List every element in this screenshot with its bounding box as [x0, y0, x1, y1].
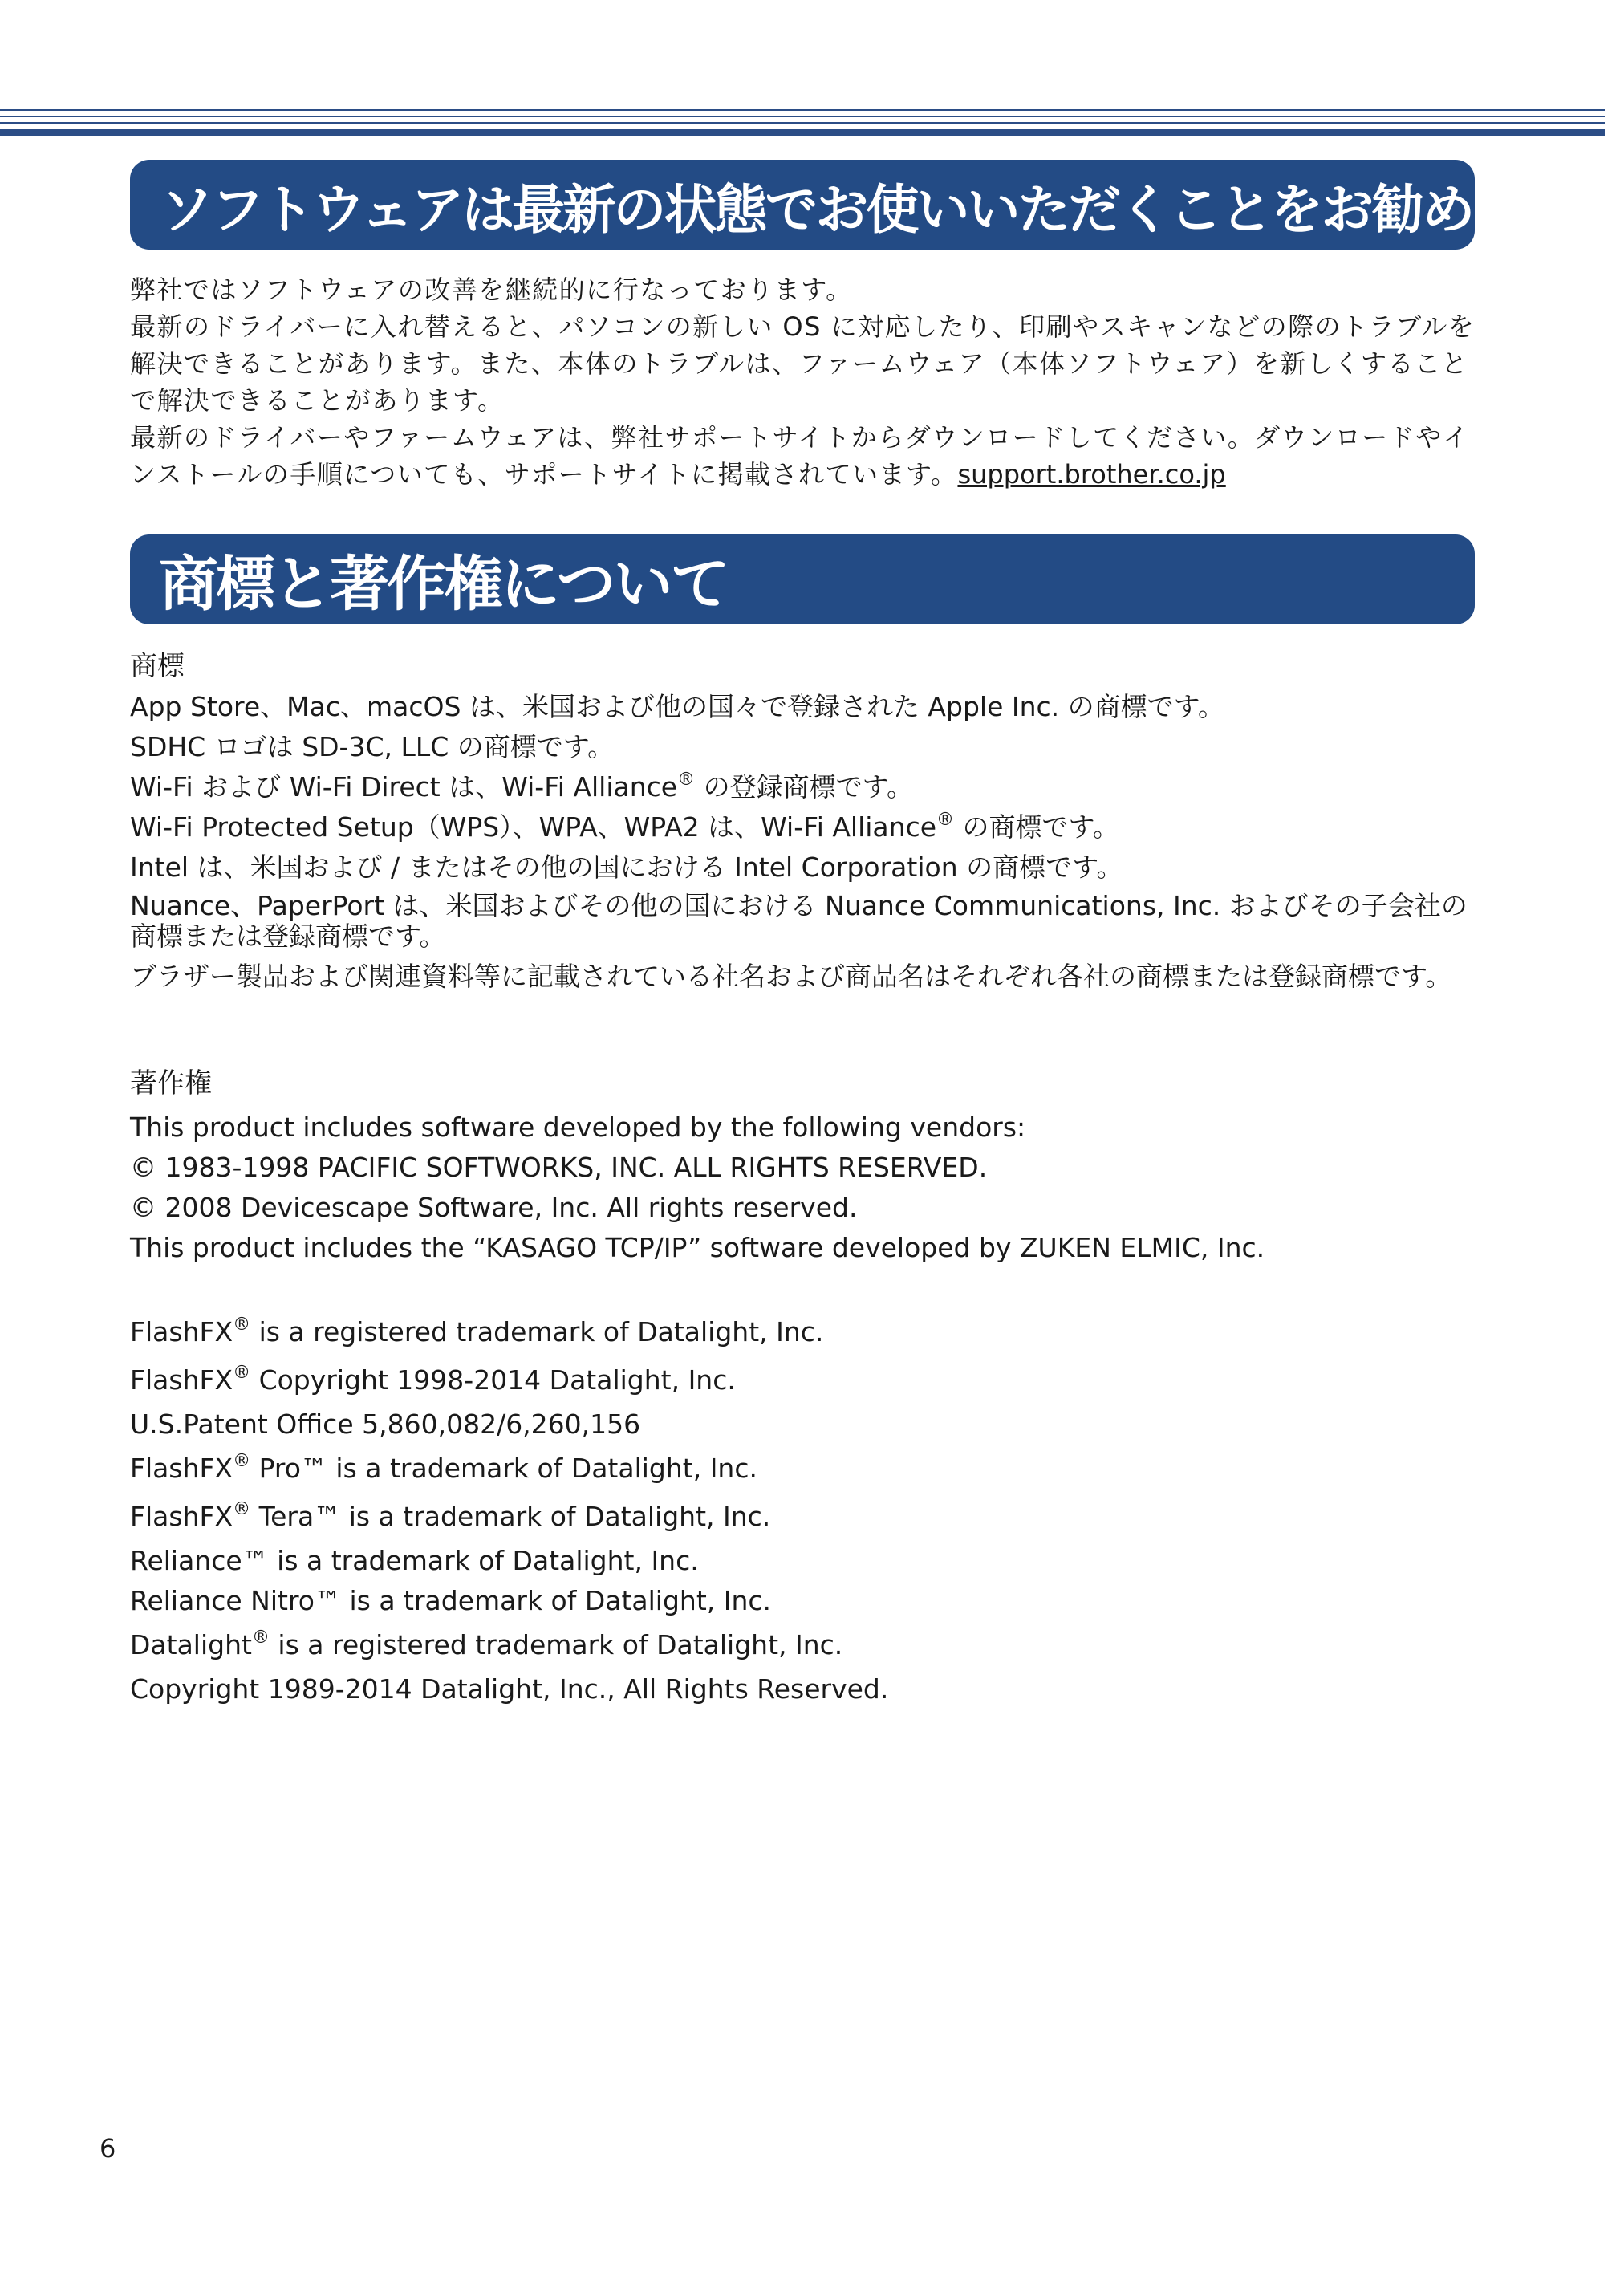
- registered-symbol: ®: [677, 770, 696, 790]
- copyright-line: [130, 1493, 1483, 1541]
- section-title-trademarks: 商標と著作権について: [159, 550, 728, 619]
- copyright-line: © 1983-1998 PACIFIC SOFTWORKS, INC. ALL RIGHTS RESERVED.: [130, 1152, 988, 1183]
- copyright-text: Pro™ is a trademark of Datalight, Inc.: [250, 1453, 757, 1484]
- copyright-text: is a registered trademark of Datalight, Inc.: [269, 1629, 843, 1660]
- section-title-software: ソフトウェアは最新の状態でお使いいただくことをお勧めします: [160, 178, 1624, 241]
- product-name: Datalight: [130, 1629, 252, 1660]
- section-banner-trademarks: [130, 534, 1475, 624]
- copyright-line: [130, 1356, 1483, 1404]
- copyright-line: This product includes the “KASAGO TCP/IP” software developed by ZUKEN ELMIC, Inc.: [130, 1232, 1265, 1263]
- copyright-text: Tera™ is a trademark of Datalight, Inc.: [250, 1501, 771, 1532]
- trademark-apple: App Store、Mac、macOS は、米国および他の国々で登録された Apple Inc. の商標です。: [130, 691, 1224, 722]
- copyright-line: [130, 1621, 1483, 1669]
- copyright-text: Copyright 1998-2014 Datalight, Inc.: [250, 1364, 736, 1396]
- copyright-line: [130, 1445, 1483, 1493]
- copyright-line: Reliance™ is a trademark of Datalight, Inc.: [130, 1545, 699, 1576]
- product-name: FlashFX: [130, 1501, 233, 1532]
- registered-symbol: ®: [233, 1451, 251, 1471]
- trademark-nuance: Nuance、PaperPort は、米国およびその他の国における Nuance Communications, Inc. およびその子会社の商標または登録商標です。: [130, 890, 1468, 952]
- copyright-line: Reliance Nitro™ is a trademark of Datalight, Inc.: [130, 1585, 772, 1616]
- header-rule: [0, 122, 1605, 124]
- intro-paragraph: 弊社ではソフトウェアの改善を継続的に行なっております。: [130, 274, 853, 305]
- product-name: FlashFX: [130, 1364, 233, 1396]
- trademarks-list: [130, 690, 1483, 1002]
- copyright-text: is a registered trademark of Datalight, Inc.: [250, 1316, 824, 1347]
- section-banner-software: [130, 160, 1624, 250]
- support-site-link[interactable]: support.brother.co.jp: [957, 459, 1226, 490]
- trademark-wifi-direct: [130, 770, 1483, 804]
- registered-symbol: ®: [233, 1363, 251, 1383]
- trademarks-heading: 商標: [130, 650, 185, 682]
- header-rule: [0, 129, 1605, 136]
- trademark-text: Wi-Fi および Wi-Fi Direct は、Wi-Fi Alliance: [130, 771, 678, 803]
- copyright-line: U.S.Patent Office 5,860,082/6,260,156: [130, 1408, 641, 1440]
- trademark-text: Wi-Fi Protected Setup（WPS）、WPA、WPA2 は、Wi-Fi Alliance: [130, 811, 937, 843]
- header-rule: [0, 109, 1605, 111]
- copyright-heading: 著作権: [130, 1067, 212, 1099]
- intro-paragraph: 最新のドライバーに入れ替えると、パソコンの新しい OS に対応したり、印刷やスキャンなどの際のトラブルを解決できることがあります。また、本体のトラブルは、ファームウェア（本体ソフトウェア）を新しくすることで解決できることがあります。: [130, 311, 1476, 416]
- registered-symbol: ®: [233, 1315, 251, 1335]
- intro-text: 最新のドライバーやファームウェアは、弊社サポートサイトからダウンロードしてください。ダウンロードやインストールの手順についても、サポートサイトに掲載されています。: [130, 422, 1470, 490]
- header-rule: [0, 116, 1605, 117]
- registered-symbol: ®: [936, 810, 955, 830]
- copyright-list: [130, 1108, 1483, 1709]
- trademark-intel: Intel は、米国および / またはその他の国における Intel Corporation の商標です。: [130, 851, 1123, 883]
- intro-paragraph: [130, 419, 1483, 493]
- product-name: FlashFX: [130, 1453, 233, 1484]
- copyright-line: [130, 1308, 1483, 1356]
- product-name: FlashFX: [130, 1316, 233, 1347]
- trademark-text: の登録商標です。: [695, 771, 913, 803]
- trademark-wps: [130, 811, 1483, 844]
- trademark-brother: ブラザー製品および関連資料等に記載されている社名および商品名はそれぞれ各社の商標または登録商標です。: [130, 961, 1452, 992]
- registered-symbol: ®: [233, 1499, 251, 1519]
- trademark-sdhc: SDHC ロゴは SD-3C, LLC の商標です。: [130, 731, 615, 762]
- copyright-line: © 2008 Devicescape Software, Inc. All rights reserved.: [130, 1192, 858, 1223]
- header-rules: [0, 109, 1605, 136]
- trademark-text: の商標です。: [954, 811, 1119, 843]
- copyright-line: Copyright 1989-2014 Datalight, Inc., All Rights Reserved.: [130, 1673, 889, 1705]
- registered-symbol: ®: [251, 1628, 270, 1648]
- copyright-line: This product includes software developed by the following vendors:: [130, 1112, 1026, 1143]
- spacer: [130, 1268, 1483, 1308]
- software-intro: [130, 271, 1483, 493]
- page-number: 6: [99, 2133, 116, 2164]
